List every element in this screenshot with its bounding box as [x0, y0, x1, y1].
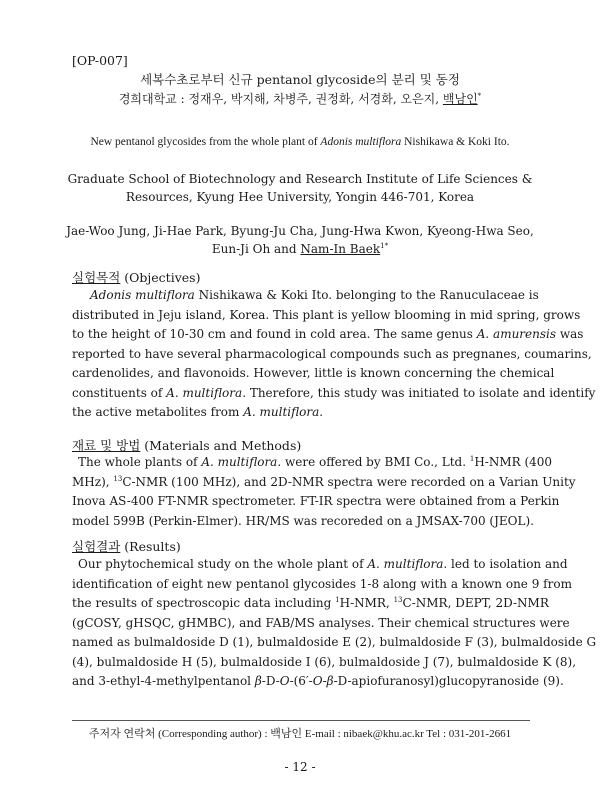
abstract-code: [OP-007]	[72, 53, 128, 68]
korean-authors-list: 경희대학교 : 정재우, 박지해, 차병주, 권정화, 서경화, 오은지,	[118, 92, 443, 106]
author-line-1: Jae-Woo Jung, Ji-Hae Park, Byung-Ju Cha, Jung-Hwa Kwon, Kyeong-Hwa Seo,	[66, 224, 534, 238]
results-heading-en: (Results)	[120, 539, 181, 554]
author-line-2	[0, 242, 600, 256]
english-title-species: Adonis multiflora	[320, 136, 402, 148]
affiliation-line-1: Graduate School of Biotechnology and Research Institute of Life Sciences &	[67, 172, 533, 186]
results-heading-kr: 실험결과	[72, 539, 121, 554]
korean-corresponding-author: 백남인	[442, 92, 478, 106]
corresponding-mark: 1*	[380, 242, 389, 250]
page-number: - 12 -	[284, 760, 316, 774]
methods-paragraph: The whole plants of A. multiflora. were offered by BMI Co., Ltd. $^1$H-NMR (400 MHz), $^{13}$C-NMR (100 MHz), and 2D-NMR spectra were recorded on a Varian Unity Inova AS-400 FT-NMR spectrometer. FT-IR spectra were obtained from a Perkin model 599B (Perkin-Elmer). HR/MS was recoreded on a JMSAX-700 (JEOL).	[72, 455, 576, 528]
objectives-paragraph: Adonis multiflora Nishikawa & Koki Ito. belonging to the Ranuculaceae is distributed in Jeju island, Korea. This plant is yellow blooming in mid spring, grows to the height of 10-30 cm and found in cold area. The same genus A. amurensis was reported to have several pharmacological compounds such as pregnanes, coumarins, cardenolides, and flavonoids. However, little is known concerning the chemical constituents of A. multiflora. Therefore, this study was initiated to isolate and identify the active metabolites from A. multiflora.	[72, 288, 596, 419]
affiliation-line-2: Resources, Kyung Hee University, Yongin 446-701, Korea	[125, 190, 475, 204]
corresponding-author: Nam-In Baek	[300, 242, 381, 256]
footer-divider	[72, 720, 530, 721]
korean-title: 세복수초로부터 신규 pentanol glycoside의 분리 및 동정	[140, 72, 460, 87]
english-title-end: Nishikawa & Koki Ito.	[401, 136, 510, 148]
results-paragraph: Our phytochemical study on the whole plant of A. multiflora. led to isolation and identification of eight new pentanol glycosides 1-8 along with a known one 9 from the results of spectroscopic data including $^1$H-NMR, $^{13}$C-NMR, DEPT, 2D-NMR (gCOSY, gHSQC, gHMBC), and FAB/MS analyses. Their chemical structures were named as bulmaldoside D (1), bulmaldoside E (2), bulmaldoside F (3), bulmaldoside G (4), bulmaldoside H (5), bulmaldoside I (6), bulmaldoside J (7), bulmaldoside K (8), and 3-ethyl-4-methylpentanol β-D-O-(6′-O-β-D-apiofuranosyl)glucopyranoside (9).	[72, 557, 597, 688]
results-heading	[72, 537, 181, 555]
english-title-start: New pentanol glycosides from the whole plant of	[90, 136, 321, 148]
methods-heading-en: (Materials and Methods)	[140, 438, 302, 453]
objectives-heading	[72, 268, 200, 286]
english-title	[0, 136, 600, 148]
methods-heading-kr: 재료 및 방법	[72, 438, 141, 453]
korean-corresponding-mark: *	[477, 92, 482, 100]
objectives-heading-kr: 실험목적	[72, 270, 121, 285]
corresponding-author-contact: 주저자 연락처 (Corresponding author) : 백남인 E-mail : nibaek@khu.ac.kr Tel : 031-201-2661	[88, 728, 512, 740]
korean-authors	[0, 90, 600, 107]
author-line-2-start: Eun-Ji Oh and	[211, 242, 301, 256]
methods-heading	[72, 436, 301, 454]
objectives-heading-en: (Objectives)	[120, 270, 201, 285]
